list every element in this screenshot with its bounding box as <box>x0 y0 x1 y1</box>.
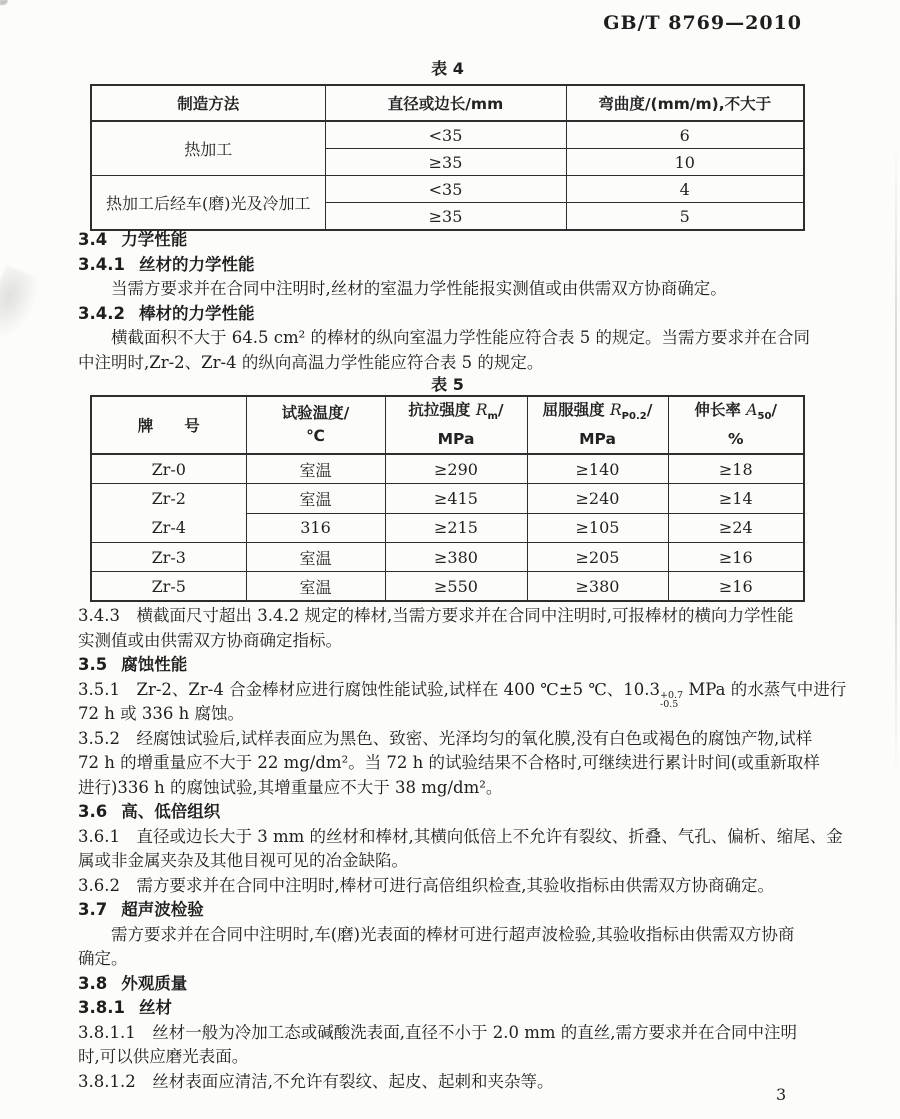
paragraph-line: 属或非金属夹杂及其他目视可见的冶金缺陷。 <box>78 851 408 870</box>
table5-header-elongation <box>668 396 804 454</box>
table-cell: ≥18 <box>668 454 804 484</box>
tolerance-stack <box>660 691 683 710</box>
table5-header-tensile <box>385 396 527 454</box>
table-cell: 5 <box>566 203 804 231</box>
clause-number: 3.6 <box>78 802 108 821</box>
table-cell: 6 <box>566 121 804 149</box>
heading-3-8 <box>78 972 826 997</box>
table5-header-yield <box>527 396 668 454</box>
header-line <box>528 399 668 428</box>
header-line: MPa <box>579 430 616 449</box>
paragraph-line: 3.6.1 直径或边长大于 3 mm 的丝材和棒材,其横向低倍上不允许有裂纹、折叠、气孔、偏析、缩尾、金 <box>78 826 843 846</box>
heading-3-4-1 <box>78 253 826 278</box>
clause-number: 3.7 <box>78 900 108 919</box>
grade-zr2: Zr-2 <box>151 489 186 508</box>
paragraph-line: 3.6.2 需方要求并在合同中注明时,棒材可进行高倍组织检查,其验收指标由供需双方协商确定。 <box>78 875 774 895</box>
table-cell: <35 <box>325 121 566 149</box>
clause-title: 丝材的力学性能 <box>138 254 255 274</box>
paragraph-line: 3.8.1.2 丝材表面应清洁,不允许有裂纹、起皮、起刺和夹杂等。 <box>78 1071 554 1091</box>
table5-header-grade: 牌 号 <box>91 396 246 454</box>
header-line: 试验温度/ <box>281 404 350 422</box>
grade-cell: Zr-5 <box>91 572 246 602</box>
symbol-subscript: 50 <box>757 411 772 423</box>
text-run: MPa 的水蒸气中进行 <box>683 679 847 699</box>
table-row <box>91 121 804 149</box>
symbol-subscript: m <box>487 411 498 423</box>
table4-header-size: 直径或边长/mm <box>325 85 566 121</box>
text-run: 屈服强度 <box>542 400 610 419</box>
grade-cell: Zr-0 <box>91 454 246 484</box>
tolerance-upper: +0.7 <box>660 689 684 701</box>
clause-title: 超声波检验 <box>121 900 204 919</box>
table-cell: ≥16 <box>668 543 804 572</box>
table-cell: 室温 <box>246 572 385 602</box>
symbol-R: R <box>610 400 622 419</box>
paragraph-line: 3.4.3 横截面尺寸超出 3.4.2 规定的棒材,当需方要求并在合同中注明时,可报棒材的横向力学性能 <box>78 606 794 625</box>
table-row <box>91 176 804 203</box>
table-cell: ≥35 <box>325 149 566 176</box>
table4-method-cell: 热加工 <box>91 121 325 176</box>
table-row <box>91 543 804 572</box>
heading-3-4 <box>78 228 826 253</box>
table-row <box>91 454 804 484</box>
text-run: 伸长率 <box>694 400 747 419</box>
table4 <box>90 84 805 231</box>
clause-number: 3.4.2 <box>78 303 125 323</box>
paragraph-line: 横截面积不大于 64.5 cm² 的棒材的纵向室温力学性能应符合表 5 的规定。当需方要求并在合同 <box>111 328 810 347</box>
scan-edge-line <box>895 140 897 780</box>
clause-title: 力学性能 <box>121 230 188 249</box>
clause-title: 外观质量 <box>121 973 188 993</box>
table-cell: ≥290 <box>385 454 527 484</box>
heading-3-4-2 <box>78 302 826 327</box>
table-cell: ≥140 <box>527 454 668 484</box>
paragraph-line: 进行)336 h 的腐蚀试验,其增重量应不大于 38 mg/dm²。 <box>78 777 503 797</box>
section-3-4-block <box>78 228 826 375</box>
clause-number: 3.8.1 <box>78 998 125 1017</box>
heading-3-6 <box>78 800 826 825</box>
paragraph-line: 3.8.1.1 丝材一般为冷加工态或碱酸洗表面,直径不小于 2.0 mm 的直丝,需方要求并在合同中注明 <box>78 1022 797 1042</box>
header-line: ℃ <box>306 427 325 445</box>
clause-title: 丝材 <box>138 998 172 1017</box>
table-row <box>91 572 804 602</box>
clause-number: 3.8 <box>78 973 108 993</box>
table4-caption: 表 4 <box>431 59 464 78</box>
table-cell: 室温 <box>246 543 385 572</box>
paragraph-line-with-tolerance <box>78 678 847 710</box>
text-run: / <box>497 400 504 419</box>
header-line <box>386 399 527 428</box>
symbol-subscript: P0.2 <box>621 411 647 423</box>
text-run: / <box>771 400 778 419</box>
grade-zr4: Zr-4 <box>151 518 186 537</box>
table-cell: ≥105 <box>527 513 668 543</box>
table-cell: ≥415 <box>385 484 527 514</box>
table-cell: ≥205 <box>527 543 668 572</box>
text-run: 抗拉强度 <box>408 400 476 419</box>
heading-3-7 <box>78 898 826 923</box>
table-cell: ≥16 <box>668 572 804 602</box>
table-cell: ≥380 <box>527 572 668 602</box>
table4-header-bend: 弯曲度/(mm/m),不大于 <box>566 85 804 121</box>
heading-3-5 <box>78 653 826 678</box>
paragraph-line: 时,可以供应磨光表面。 <box>78 1047 249 1066</box>
table-cell: 4 <box>566 176 804 203</box>
paragraph-line: 需方要求并在合同中注明时,车(磨)光表面的棒材可进行超声波检验,其验收指标由供需双方协商 <box>111 924 795 944</box>
table-cell: ≥14 <box>668 484 804 514</box>
clause-number: 3.5 <box>78 655 108 674</box>
text-run: 3.5.1 Zr-2、Zr-4 合金棒材应进行腐蚀性能试验,试样在 400 ℃±5 ℃、10.3 <box>78 679 661 699</box>
text-run: / <box>646 400 653 419</box>
table-cell: 316 <box>246 513 385 543</box>
paragraph-line: 实测值或由供需双方协商确定指标。 <box>78 630 342 650</box>
table-cell: ≥240 <box>527 484 668 514</box>
clause-number: 3.4 <box>78 230 108 249</box>
table5-header-row <box>91 396 804 454</box>
table-cell: ≥35 <box>325 203 566 231</box>
table4-header-method: 制造方法 <box>91 85 325 121</box>
table4-header-row <box>91 85 804 121</box>
table-cell: ≥380 <box>385 543 527 572</box>
header-line: MPa <box>437 430 475 449</box>
table-cell: ≥215 <box>385 513 527 543</box>
table-cell: ≥550 <box>385 572 527 602</box>
paragraph-line: 72 h 的增重量应不大于 22 mg/dm²。当 72 h 的试验结果不合格时,可继续进行累计时间(或重新取样 <box>78 753 820 772</box>
paragraph-line: 中注明时,Zr-2、Zr-4 的纵向高温力学性能应符合表 5 的规定。 <box>78 352 544 372</box>
sections-3-4-3-to-3-8-block <box>78 604 847 1094</box>
heading-3-8-1 <box>78 996 826 1021</box>
clause-title: 棒材的力学性能 <box>138 303 255 323</box>
symbol-R: R <box>475 400 488 419</box>
table-row <box>91 484 804 514</box>
paragraph-line: 3.5.2 经腐蚀试验后,试样表面应为黑色、致密、光泽均匀的氧化膜,没有白色或褐色的腐蚀产物,试样 <box>78 728 813 748</box>
header-line <box>669 399 804 428</box>
clause-number: 3.4.1 <box>78 254 125 274</box>
table-cell: 室温 <box>246 454 385 484</box>
table4-method-cell: 热加工后经车(磨)光及冷加工 <box>91 176 325 231</box>
scan-smudge <box>0 265 44 345</box>
table-cell: 10 <box>566 149 804 176</box>
grade-cell: Zr-3 <box>91 543 246 572</box>
clause-title: 高、低倍组织 <box>121 802 221 821</box>
symbol-A: A <box>746 400 758 419</box>
grade-cell-merged <box>91 484 246 543</box>
table5 <box>90 395 805 602</box>
table-cell: <35 <box>325 176 566 203</box>
page-number: 3 <box>776 1085 787 1104</box>
paragraph-line: 当需方要求并在合同中注明时,丝材的室温力学性能报实测值或由供需双方协商确定。 <box>111 279 727 298</box>
table-cell: ≥24 <box>668 513 804 543</box>
header-line: % <box>727 430 744 449</box>
table-cell: 室温 <box>246 484 385 514</box>
scan-speck <box>0 0 8 5</box>
table5-caption: 表 5 <box>431 375 464 394</box>
clause-title: 腐蚀性能 <box>121 655 188 674</box>
tolerance-lower: -0.5 <box>660 699 679 710</box>
standard-number: GB/T 8769—2010 <box>603 12 802 34</box>
paragraph-line: 72 h 或 336 h 腐蚀。 <box>78 704 244 723</box>
table5-header-temp <box>246 396 385 454</box>
paragraph-line: 确定。 <box>78 949 128 968</box>
